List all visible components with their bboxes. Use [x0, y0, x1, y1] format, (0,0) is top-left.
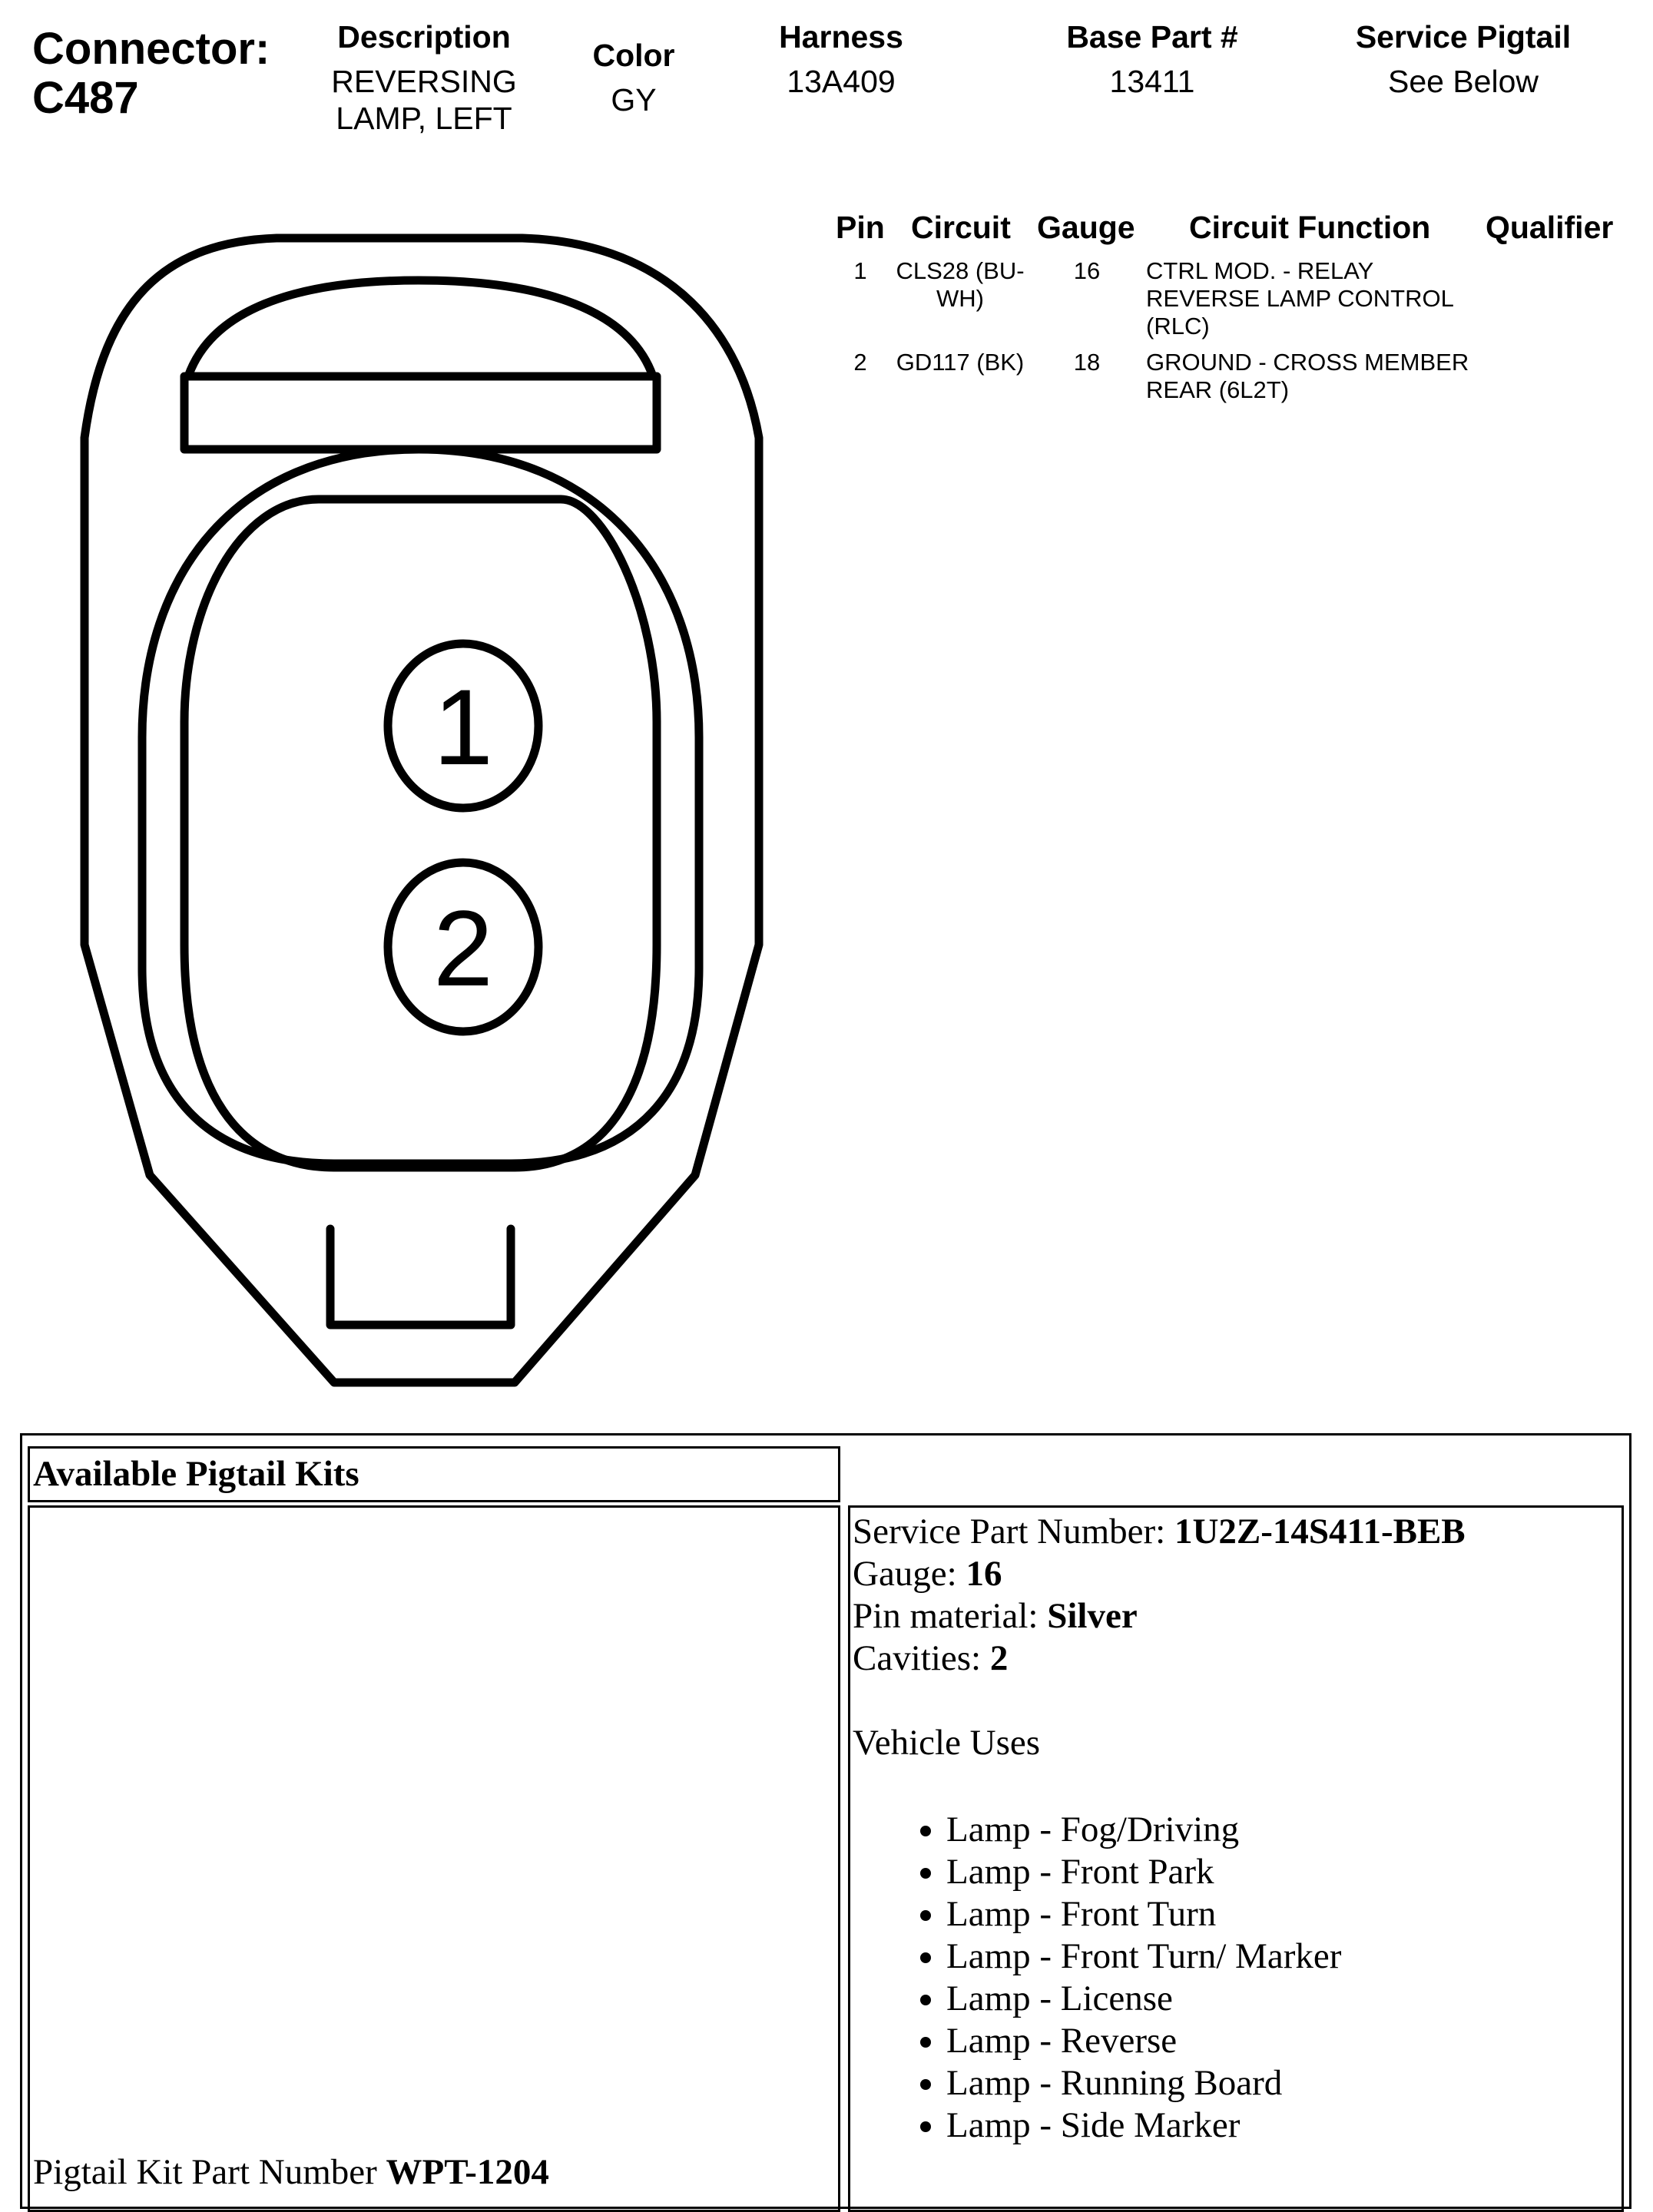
pigtail-kit-number: WPT-1204	[386, 2152, 549, 2192]
gauge-cell: 16	[1073, 257, 1101, 284]
circuit-cell	[883, 257, 1037, 313]
keyway-tab	[330, 1229, 511, 1325]
pigtail-kit-label: Pigtail Kit Part Number	[33, 2152, 386, 2192]
description-heading: Description	[337, 19, 511, 55]
circuit-line: GD117 (BK)	[896, 349, 1025, 376]
list-item: • Lamp - Front Park	[946, 1851, 1466, 1893]
pigtail-details-cell	[848, 1505, 1624, 2212]
harness-value: 13A409	[787, 64, 896, 99]
vehicle-uses-list	[853, 1809, 1466, 2147]
color-heading: Color	[592, 38, 675, 73]
cavities-line	[853, 1637, 1466, 1680]
function-cell	[1146, 257, 1484, 340]
pin-cell: 2	[853, 349, 867, 376]
connector-label: Connector:	[32, 24, 270, 74]
pigtail-kit-line	[33, 2151, 549, 2194]
pigtail-details	[853, 1511, 1466, 2147]
list-item: • Lamp - Running Board	[946, 2062, 1466, 2104]
service-pigtail-heading: Service Pigtail	[1355, 19, 1572, 55]
pigtail-title-cell	[28, 1446, 840, 1502]
harness-column	[730, 18, 952, 100]
list-item: • Lamp - Front Turn	[946, 1893, 1466, 1936]
pin-material-value: Silver	[1047, 1596, 1138, 1636]
description-column	[301, 18, 547, 137]
service-part-line	[853, 1511, 1466, 1553]
cavities-label: Cavities:	[853, 1638, 990, 1678]
list-item: • Lamp - Fog/Driving	[946, 1809, 1466, 1851]
connector-id: C487	[32, 73, 139, 123]
vehicle-uses-heading: Vehicle Uses	[853, 1723, 1041, 1763]
col-header-circuit-function: Circuit Function	[1189, 210, 1431, 245]
latch-dome	[188, 280, 653, 376]
col-header-gauge: Gauge	[1037, 210, 1135, 245]
pigtail-kit-cell	[28, 1505, 840, 2212]
latch-bar	[184, 376, 657, 449]
pin-material-line	[853, 1595, 1466, 1637]
function-cell	[1146, 349, 1484, 404]
list-item: • Lamp - Front Turn/ Marker	[946, 1936, 1466, 1978]
inner-cavity-body	[184, 499, 657, 1167]
gauge-line	[853, 1553, 1466, 1595]
base-part-value: 13411	[1109, 64, 1195, 99]
function-line: GROUND - CROSS MEMBER	[1146, 349, 1469, 376]
circuit-line: CLS28 (BU-	[896, 257, 1025, 284]
service-pigtail-column	[1321, 18, 1605, 100]
list-item: • Lamp - License	[946, 1978, 1466, 2020]
service-part-label: Service Part Number:	[853, 1512, 1174, 1551]
function-line: (RLC)	[1146, 313, 1210, 339]
pin-1-label: 1	[433, 667, 493, 787]
pin-cell: 1	[853, 257, 867, 284]
function-line: CTRL MOD. - RELAY	[1146, 257, 1374, 284]
col-header-pin: Pin	[836, 210, 885, 245]
pigtail-title: Available Pigtail Kits	[33, 1454, 359, 1494]
description-value-line2: LAMP, LEFT	[336, 101, 512, 136]
description-value-line1: REVERSING	[331, 64, 517, 99]
color-column	[553, 37, 714, 118]
color-value: GY	[611, 82, 657, 118]
list-item: • Lamp - Reverse	[946, 2020, 1466, 2062]
function-line: REVERSE LAMP CONTROL	[1146, 285, 1454, 312]
base-part-heading: Base Part #	[1066, 19, 1238, 55]
pin-2-label: 2	[433, 888, 493, 1008]
function-line: REAR (6L2T)	[1146, 376, 1290, 403]
harness-heading: Harness	[779, 19, 903, 55]
gauge-cell: 18	[1073, 349, 1101, 376]
connector-title	[32, 25, 270, 123]
list-item: • Lamp - Side Marker	[946, 2104, 1466, 2147]
cavities-value: 2	[989, 1638, 1009, 1678]
service-part-value: 1U2Z-14S411-BEB	[1174, 1512, 1466, 1551]
circuit-line: WH)	[936, 285, 984, 312]
service-pigtail-value: See Below	[1387, 64, 1539, 99]
pin-material-label: Pin material:	[853, 1596, 1048, 1636]
gauge-value: 16	[966, 1554, 1002, 1594]
connector-face-diagram	[0, 215, 791, 1413]
col-header-circuit: Circuit	[911, 210, 1011, 245]
base-part-column	[1029, 18, 1275, 100]
gauge-label: Gauge:	[853, 1554, 966, 1594]
circuit-cell	[883, 349, 1037, 376]
col-header-qualifier: Qualifier	[1486, 210, 1614, 245]
